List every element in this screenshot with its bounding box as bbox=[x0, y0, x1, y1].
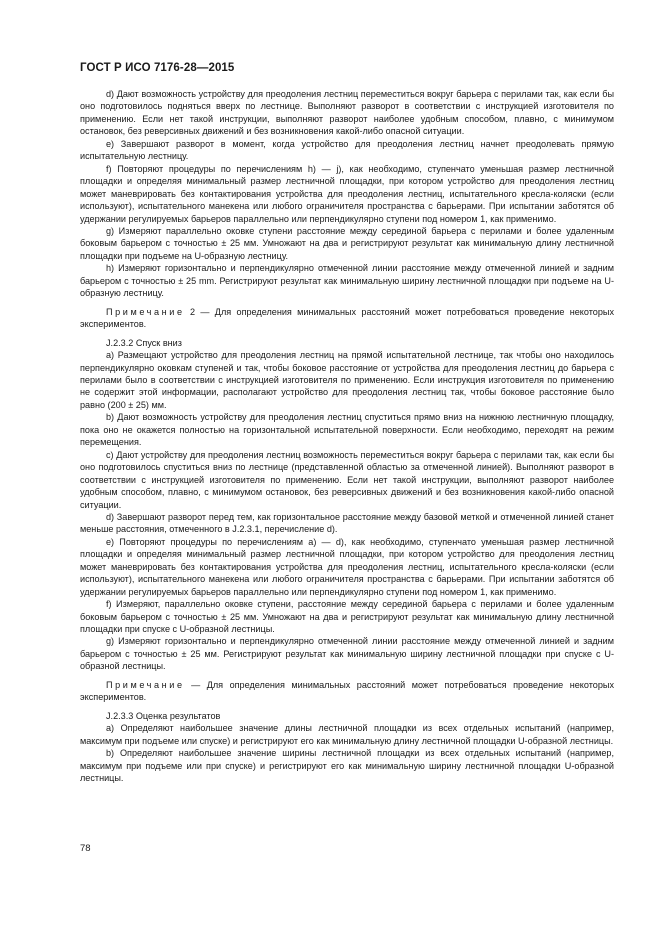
section-heading-j232: J.2.3.2 Спуск вниз bbox=[106, 337, 182, 348]
paragraph-g: g) Измеряют параллельно оковке ступени расстояние между серединой барьера с перилами и более удаленным боковым барьером с точностью ± 25 мм. Умножают на два и регистрируют результат как минимальную длину лестничной площадки при подъеме на U-образную лестницу. bbox=[80, 225, 614, 261]
paragraph-h: h) Измеряют горизонтально и перпендикулярно отмеченной линии расстояние между отмеченной линией и задним барьером с точностью ± 25 mm. Регистрируют результат как минимальную ширину лестничной площадки при подъеме на U-образную лестницу. bbox=[80, 263, 614, 299]
descent-paragraph-d: d) Завершают разворот перед тем, как горизонтальное расстояние между базовой меткой и отмеченной линией станет меньше расстояния, отмеченного в J.2.3.1, перечисление d). bbox=[80, 511, 614, 535]
note bbox=[80, 679, 614, 704]
descent-paragraph-c: c) Дают устройству для преодоления лестниц возможность переместиться вокруг барьера с перилами так, как если бы оно подготовилось спуститься вниз по лестнице (представленной областью за отмеченной линией). Выполняют разворот в соответствии с инструкцией изготовителя по применению. Если нет такой инструкции, выполняют разворот наиболее удобным способом, плавно, с минимумом остановок, без реверсивных движений и без возникновения какой-либо опасной ситуации. bbox=[80, 449, 614, 510]
note-2 bbox=[80, 306, 614, 331]
descent-paragraph-g: g) Измеряют горизонтально и перпендикулярно отмеченной линии расстояние между отмеченной линией и задним барьером с точностью ± 25 мм. Регистрируют результат как минимальную ширину лестничной площадки при спуске с U-образной лестницы. bbox=[80, 636, 614, 672]
descent-paragraph-b: b) Дают возможность устройству для преодоления лестниц спуститься прямо вниз на нижнюю лестничную площадку, пока оно не окажется полностью на горизонтальной испытательной поверхности. Если необходимо, переходят на режим перемещения. bbox=[80, 412, 614, 448]
note-text: — Для определения минимальных расстояний может потребоваться проведение некоторых экспериментов. bbox=[80, 679, 614, 703]
document-header: ГОСТ Р ИСО 7176-28—2015 bbox=[80, 62, 235, 74]
note-text: 2 — Для определения минимальных расстояний может потребоваться проведение некоторых экспериментов. bbox=[80, 306, 614, 330]
results-paragraph-a: a) Определяют наибольшее значение длины лестничной площадки из всех отдельных испытаний (например, максимум при подъеме или спуске) и регистрируют его как минимальную длину лестничной площадки U-образной лестницы. bbox=[80, 723, 614, 746]
descent-paragraph-f: f) Измеряют, параллельно оковке ступени, расстояние между серединой барьера с перилами и более удаленным боковым барьером с точностью ± 25 мм. Умножают на два и регистрируют результат как минимальную длину лестничной площадки при спуске с U-образной лестницы. bbox=[80, 599, 614, 635]
note-label: Примечание bbox=[106, 306, 185, 317]
section-heading-j233: J.2.3.3 Оценка результатов bbox=[106, 710, 221, 721]
results-paragraph-b: b) Определяют наибольшее значение ширины лестничной площадки из всех отдельных испытаний (например, максимум при подъеме или при спуске) и регистрируют его как минимальную ширину лестничной площадки U-образной лестницы. bbox=[80, 748, 614, 784]
page-number: 78 bbox=[80, 843, 91, 854]
paragraph-f: f) Повторяют процедуры по перечислениям h) — j), как необходимо, ступенчато уменьшая размер лестничной площадки и определяя минимальный размер лестничной площадки, при котором устройство для преодоления лестниц может маневрировать без контактирования устройства для преодоления лестниц, испытательного кресла-коляски (если используют), испытательного манекена или любого ограничителя пространства с барьерами. При испытании заботятся об удержании регулируемых барьеров параллельно или перпендикулярно ступени под номером 1, как применимо. bbox=[80, 163, 614, 224]
descent-paragraph-a: a) Размещают устройство для преодоления лестниц на прямой испытательной лестнице, так чтобы оно находилось перпендикулярно оковкам ступеней и так, чтобы боковое расстояние от устройства для преодоления лестниц до барьера с перилами было в соответствии с инструкцией изготовителя по применению. Если инструкция изготовителя по применению не содержит этой информации, располагают устройство для преодоления лестниц так, чтобы боковое расстояние было равно (200 ± 25) мм. bbox=[80, 350, 614, 410]
note-label: Примечание bbox=[106, 679, 185, 690]
page-body bbox=[80, 88, 614, 784]
paragraph-e: e) Завершают разворот в момент, когда устройство для преодоления лестниц начнет преодолевать прямую испытательную лестницу. bbox=[80, 138, 614, 162]
paragraph-d: d) Дают возможность устройству для преодоления лестниц переместиться вокруг барьера с перилами так, как если бы оно подготовилось подняться вверх по лестнице. Выполняют разворот в соответствии с инструкцией изготовителя по применению. Если нет такой инструкции, выполняют разворот наиболее удобным способом, плавно, с минимумом остановок, без реверсивных движений и без возникновения какой-либо опасной ситуации. bbox=[80, 89, 614, 137]
descent-paragraph-e: e) Повторяют процедуры по перечислениям a) — d), как необходимо, ступенчато уменьшая размер лестничной площадки и определяя минимальный размер лестничной площадки, при котором устройство для преодоления лестниц может маневрировать без контактирования устройства для преодоления лестниц, испытательного кресла-коляски (если используют), испытательного манекена или любого ограничителя пространства с барьерами. При испытании заботятся об удержании регулируемых барьеров параллельно или перпендикулярно ступени под номером 1, как применимо. bbox=[80, 536, 614, 597]
